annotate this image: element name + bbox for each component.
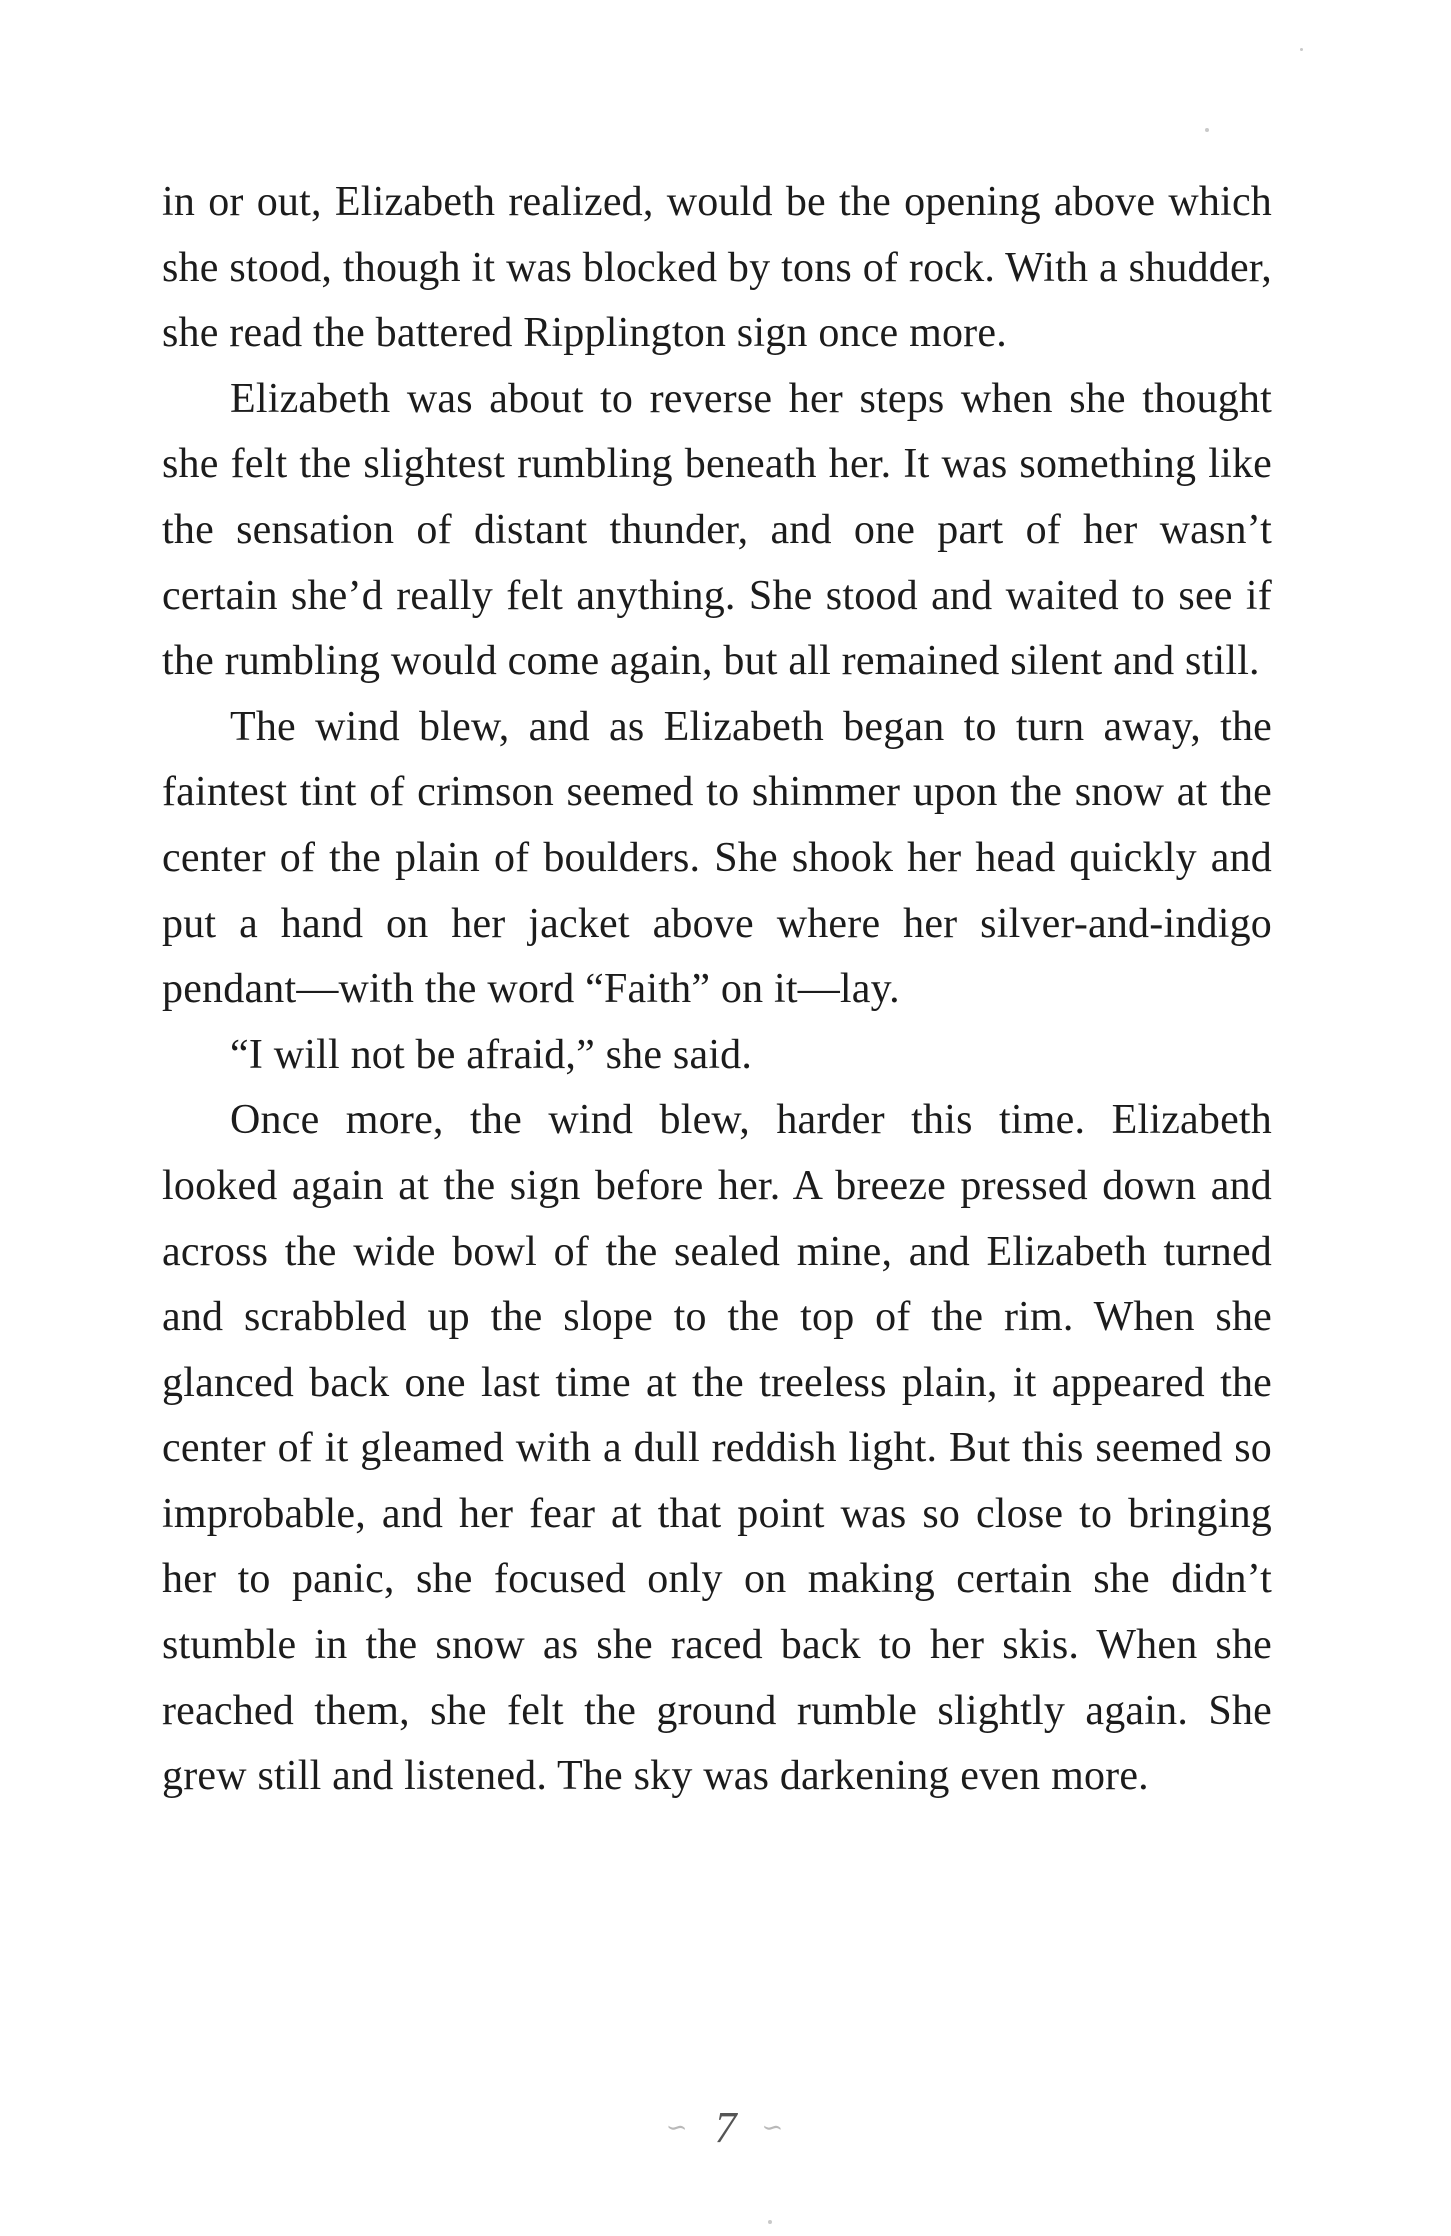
paragraph-1: in or out, Elizabeth realized, would be the opening above which she stood, though it was blocked by tons of rock. With a shudder, she read the battered Ripplington sign once more. bbox=[162, 179, 1272, 357]
paragraph-4: “I will not be afraid,” she said. bbox=[230, 1031, 753, 1078]
paragraph-2: Elizabeth was about to reverse her steps when she thought she felt the slightest rumbling beneath her. It was something like the sensation of distant thunder, and one part of her wasn’t certain she’d really felt anything. She stood and waited to see if the rumbling would come again, but all remained silent and still. bbox=[162, 375, 1272, 685]
scan-speck bbox=[1205, 128, 1209, 132]
page-number: 7 bbox=[714, 2103, 737, 2153]
page-footer bbox=[0, 2098, 1451, 2153]
paragraph-3: The wind blew, and as Elizabeth began to turn away, the faintest tint of crimson seemed to shimmer upon the snow at the center of the plain of boulders. She shook her head quickly and put a hand on her jacket above where her silver-and-indigo pendant—with the word “Faith” on it—lay. bbox=[162, 703, 1272, 1013]
left-ornament-icon: ∽ bbox=[665, 2112, 690, 2142]
body-text bbox=[162, 170, 1272, 1810]
scan-speck bbox=[768, 2220, 772, 2224]
right-ornament-icon: ∽ bbox=[761, 2112, 786, 2142]
paragraph-5: Once more, the wind blew, harder this time. Elizabeth looked again at the sign before her. A breeze pressed down and across the wide bowl of the sealed mine, and Elizabeth turned and scrabbled up the slope to the top of the rim. When she glanced back one last time at the treeless plain, it appeared the center of it gleamed with a dull reddish light. But this seemed so improbable, and her fear at that point was so close to bringing her to panic, she focused only on making certain she didn’t stumble in the snow as she raced back to her skis. When she reached them, she felt the ground rumble slightly again. She grew still and listened. The sky was darkening even more. bbox=[162, 1097, 1272, 1800]
scan-speck bbox=[1300, 48, 1303, 51]
